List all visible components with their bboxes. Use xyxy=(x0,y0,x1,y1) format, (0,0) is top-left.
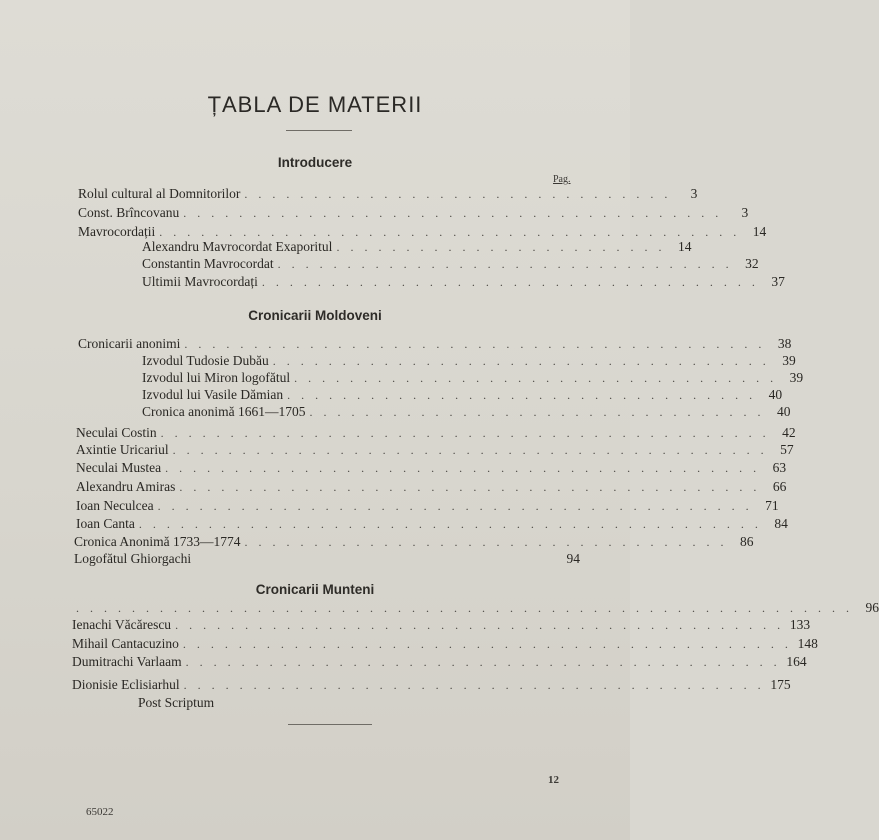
toc-entry: Cronicarii anonimi . . . . . . . . . . . . . . . . . . . . . . . . . . . . . . . . . . . . . . . . . . 38 xyxy=(78,336,792,351)
toc-entry: . . . . . . . . . . . . . . . . . . . . . . . . . . . . . . . . . . . . . . . . . . . . . . . . . . . . . . . . 96 xyxy=(76,600,879,615)
print-code: 65022 xyxy=(86,806,114,818)
toc-subentry: Cronica anonimă 1661—1705 . . . . . . . . . . . . . . . . . . . . . . . . . . . . . . . . . 40 xyxy=(142,404,791,419)
toc-entry: Ioan Neculcea . . . . . . . . . . . . . . . . . . . . . . . . . . . . . . . . . . . . . . . . . . . 71 xyxy=(76,498,779,513)
toc-entry: Const. Brîncovanu . . . . . . . . . . . . . . . . . . . . . . . . . . . . . . . . . . . . . . . 3 xyxy=(78,205,749,220)
toc-entry: Neculai Costin . . . . . . . . . . . . . . . . . . . . . . . . . . . . . . . . . . . . . . . . . . . . 42 xyxy=(76,425,796,440)
toc-entry: Alexandru Amiras . . . . . . . . . . . . . . . . . . . . . . . . . . . . . . . . . . . . . . . . . . 66 xyxy=(76,479,787,494)
toc-entry: Cronica Anonimă 1733—1774 . . . . . . . . . . . . . . . . . . . . . . . . . . . . . . . . . . . 86 xyxy=(74,534,754,549)
toc-entry: Axintie Uricariul . . . . . . . . . . . . . . . . . . . . . . . . . . . . . . . . . . . . . . . . . . . 57 xyxy=(76,442,794,457)
end-rule xyxy=(288,724,372,725)
toc-entry: Dumitrachi Varlaam . . . . . . . . . . . . . . . . . . . . . . . . . . . . . . . . . . . . . . . . . . . 164 xyxy=(72,654,807,669)
toc-subentry: Izvodul Tudosie Dubău . . . . . . . . . . . . . . . . . . . . . . . . . . . . . . . . . . . . 39 xyxy=(142,353,796,368)
section-heading-moldoveni: Cronicarii Moldoveni xyxy=(248,308,382,323)
toc-entry: Ioan Canta . . . . . . . . . . . . . . . . . . . . . . . . . . . . . . . . . . . . . . . . . . . . . 84 xyxy=(76,516,788,531)
toc-subentry: Constantin Mavrocordat . . . . . . . . . . . . . . . . . . . . . . . . . . . . . . . . . 32 xyxy=(142,256,759,271)
toc-entry-post-scriptum: Post Scriptum xyxy=(138,695,215,710)
toc-subentry: Izvodul lui Miron logofătul . . . . . . . . . . . . . . . . . . . . . . . . . . . . . . . . . . . 39 xyxy=(142,370,804,385)
toc-entry: Ienachi Văcărescu . . . . . . . . . . . . . . . . . . . . . . . . . . . . . . . . . . . . . . . . . . . . 133 xyxy=(72,617,811,632)
toc-entry: Neculai Mustea . . . . . . . . . . . . . . . . . . . . . . . . . . . . . . . . . . . . . . . . . . . 63 xyxy=(76,460,787,475)
toc-subentry: Ultimii Mavrocordați . . . . . . . . . . . . . . . . . . . . . . . . . . . . . . . . . . . . 37 xyxy=(142,274,785,289)
toc-entry: Rolul cultural al Domnitorilor . . . . . . . . . . . . . . . . . . . . . . . . . . . . . . . 3 xyxy=(78,186,698,201)
toc-entry: Mavrocordații . . . . . . . . . . . . . . . . . . . . . . . . . . . . . . . . . . . . . . . . . . 14 xyxy=(78,224,767,239)
toc-subentry: Izvodul lui Vasile Dămian . . . . . . . . . . . . . . . . . . . . . . . . . . . . . . . . . . 40 xyxy=(142,387,783,402)
title-rule xyxy=(286,130,352,131)
section-heading-munteni: Cronicarii Munteni xyxy=(255,582,375,597)
toc-entry: Logofătul Ghiorgachi 94 xyxy=(74,551,580,566)
pag-column-label: Pag. xyxy=(553,174,571,185)
section-heading-introducere: Introducere xyxy=(277,155,353,170)
toc-entry: Mihail Cantacuzino . . . . . . . . . . . . . . . . . . . . . . . . . . . . . . . . . . . . . . . . . . . . 148 xyxy=(72,636,818,651)
page-number: 12 xyxy=(548,774,559,786)
toc-subentry: Alexandru Mavrocordat Exaporitul . . . . . . . . . . . . . . . . . . . . . . . . 14 xyxy=(142,239,692,254)
toc-entry: Dionisie Eclisiarhul . . . . . . . . . . . . . . . . . . . . . . . . . . . . . . . . . . . . . . . . . . 175 xyxy=(72,677,791,692)
page-title: ȚABLA DE MATERII xyxy=(207,92,423,117)
